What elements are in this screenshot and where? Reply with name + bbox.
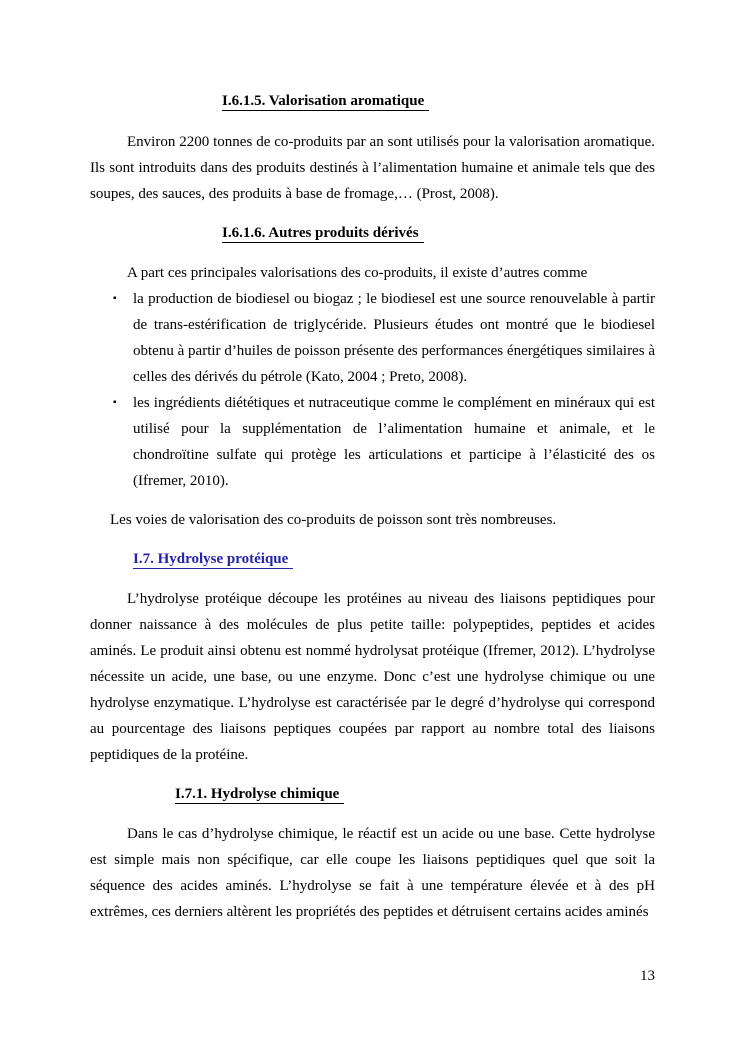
paragraph-valorisation-aromatique: Environ 2200 tonnes de co-produits par an sont utilisés pour la valorisation aromatique. Ils sont introduits dans des produits destinés à l’alimentation humaine et animale tels que des soupes, des sauces, des produits à base de fromage,… (Prost, 2008). <box>90 134 655 202</box>
paragraph-hydrolyse-chimique: Dans le cas d’hydrolyse chimique, le réactif est un acide ou une base. Cette hydrolyse est simple mais non spécifique, car elle coupe les liaisons peptidiques quel que soit la séquence des acides aminés. L’hydrolyse se fait à une température élevée et à des pH extrêmes, ces derniers altèrent les propriétés des peptides et détruisent certains acides aminés <box>90 826 655 920</box>
list-item-text: la production de biodiesel ou biogaz ; le biodiesel est une source renouvelable à partir de trans-estérification de triglycéride. Plusieurs études ont montré que le biodiesel obtenu à partir d’huiles de poisson présente des performances énergétiques similaires à celles des dérivés du pétrole (Kato, 2004 ; Preto, 2008). <box>133 291 655 385</box>
heading-hydrolyse-chimique-text: I.7.1. Hydrolyse chimique <box>175 786 344 804</box>
heading-autres-produits-derives-text: I.6.1.6. Autres produits dérivés <box>222 225 424 243</box>
square-bullet-icon: ▪ <box>113 293 117 304</box>
heading-valorisation-aromatique-text: I.6.1.5. Valorisation aromatique <box>222 93 429 111</box>
heading-hydrolyse-proteique-text: I.7. Hydrolyse protéique <box>133 551 293 569</box>
paragraph-autres-produits-intro: A part ces principales valorisations des co-produits, il existe d’autres comme <box>127 265 588 281</box>
derived-products-list <box>90 286 655 494</box>
heading-autres-produits-derives <box>222 220 655 246</box>
heading-valorisation-aromatique <box>222 88 655 114</box>
paragraph-hydrolyse-proteique: L’hydrolyse protéique découpe les protéines au niveau des liaisons peptidiques pour donner naissance à des molécules de plus petite taille: polypeptides, peptides et acides aminés. Le produit ainsi obtenu est nommé hydrolysat protéique (Ifremer, 2012). L’hydrolyse nécessite un acide, une base, ou une enzyme. Donc c’est une hydrolyse chimique ou une hydrolyse enzymatique. L’hydrolyse est caractérisée par le degré d’hydrolyse qui correspond au pourcentage des liaisons peptiques coupées par rapport au nombre total des liaisons peptidiques de la protéine. <box>90 591 655 763</box>
paragraph-voies-valorisation: Les voies de valorisation des co-produits de poisson sont très nombreuses. <box>110 512 557 528</box>
list-item <box>90 286 655 390</box>
square-bullet-icon: ▪ <box>113 397 117 408</box>
list-item-text: les ingrédients diététiques et nutraceutique comme le complément en minéraux qui est utilisé pour la supplémentation de l’alimentation humaine et animale, et le chondroïtine sulfate qui protège les articulations et participe à l’élasticité des os (Ifremer, 2010). <box>133 395 655 489</box>
heading-hydrolyse-proteique <box>133 546 655 572</box>
list-item <box>90 390 655 494</box>
page-number: 13 <box>640 968 655 984</box>
heading-hydrolyse-chimique <box>175 781 655 807</box>
